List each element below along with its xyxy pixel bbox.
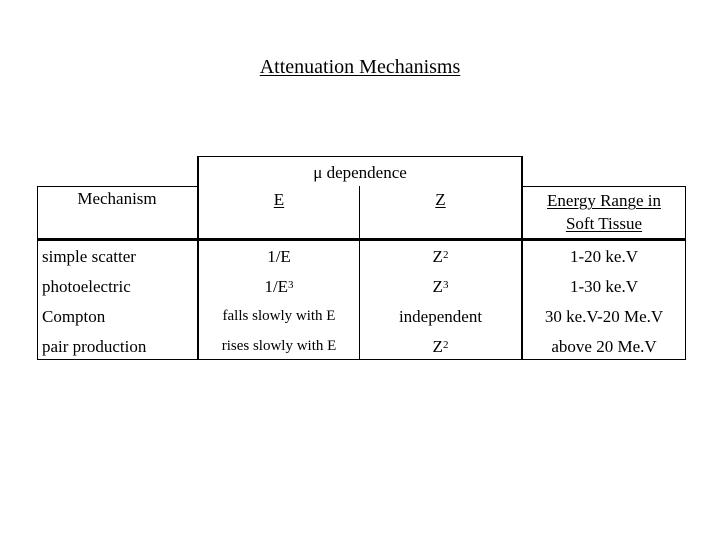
row4-e-base: rises slowly with E — [221, 338, 337, 354]
table-header-separator — [37, 238, 686, 241]
row2-z-base: Z — [432, 277, 443, 296]
row2-z — [360, 277, 521, 297]
header-z-text: Z — [435, 190, 446, 209]
header-energy-range — [523, 189, 685, 235]
mu-symbol: μ — [313, 163, 323, 182]
row1-z — [360, 247, 521, 267]
page-title — [0, 55, 720, 79]
row4-e — [199, 336, 359, 356]
row2-mechanism: photoelectric — [42, 277, 131, 296]
row1-mechanism: simple scatter — [42, 247, 136, 266]
row3-z — [360, 307, 521, 327]
row3-mechanism: Compton — [42, 307, 106, 326]
row3-e-base: falls slowly with E — [222, 308, 336, 324]
header-e — [199, 190, 359, 210]
row1-e — [199, 247, 359, 267]
table-border-top-mechanism — [37, 186, 197, 187]
table-border-top-energy — [522, 186, 686, 187]
table-border-top-mu — [199, 156, 522, 157]
header-mechanism-text: Mechanism — [77, 189, 157, 208]
row2-energy: 1-30 ke.V — [570, 277, 638, 296]
header-energy-line2: Soft Tissue — [565, 214, 643, 233]
page-title-text: Attenuation Mechanisms — [259, 56, 461, 78]
row4-z-exponent: 2 — [442, 339, 449, 351]
row4-energy: above 20 Me.V — [551, 337, 657, 356]
header-e-text: E — [273, 190, 285, 209]
table-border-left — [37, 186, 38, 360]
row4-mechanism: pair production — [42, 337, 147, 356]
mu-dependence-text: dependence — [326, 163, 407, 182]
header-mechanism — [37, 189, 197, 209]
row3-e — [199, 306, 359, 326]
row1-z-base: Z — [432, 247, 443, 266]
row2-e — [199, 277, 359, 297]
table-border-right — [685, 186, 686, 360]
row3-energy: 30 ke.V-20 Me.V — [544, 307, 664, 326]
row2-e-base: 1/E — [264, 277, 289, 296]
header-z — [360, 190, 521, 210]
row1-z-exponent: 2 — [442, 249, 449, 261]
table-divider-ez — [359, 186, 360, 360]
row2-z-exponent: 3 — [442, 279, 449, 291]
row1-energy: 1-20 ke.V — [570, 247, 638, 266]
table-border-bottom — [37, 359, 686, 360]
row4-z-base: Z — [432, 337, 443, 356]
header-energy-line1: Energy Range in — [547, 191, 661, 210]
row3-z-base: independent — [398, 307, 483, 326]
row4-z — [360, 337, 521, 357]
row2-e-exponent: 3 — [288, 279, 294, 291]
row1-e-base: 1/E — [267, 247, 291, 266]
header-mu-dependence — [199, 163, 521, 183]
